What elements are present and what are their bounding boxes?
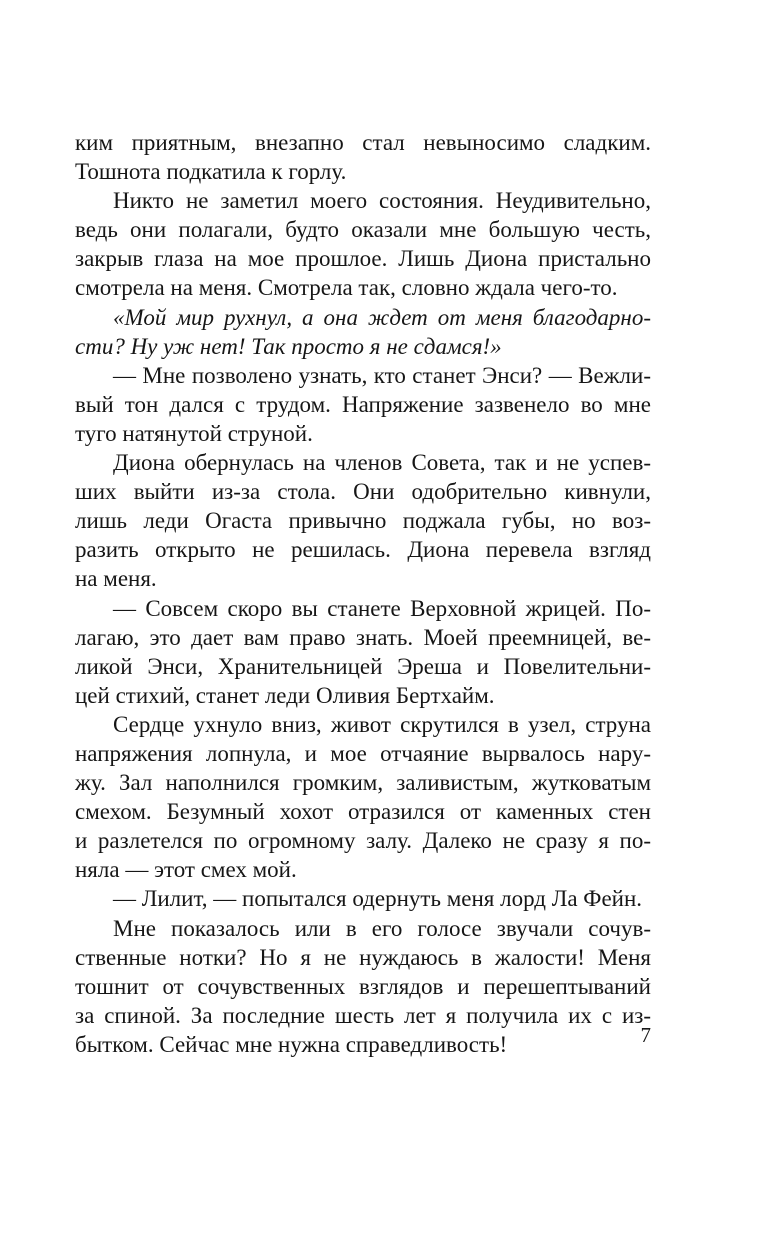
paragraph: [75, 361, 651, 448]
paragraph: [75, 884, 651, 913]
text-line: ведь они полагали, будто оказали мне большую честь,: [75, 217, 651, 243]
text-line: «Мой мир рухнул, а она ждет от меня благодарно-: [113, 304, 651, 330]
text-line: цей стихий, станет леди Оливия Бертхайм.: [75, 682, 495, 708]
paragraph: [75, 594, 651, 710]
text-line: смотрела на меня. Смотрела так, словно ждала чего-то.: [75, 275, 618, 301]
paragraph: [75, 128, 651, 186]
text-line: лишь леди Огаста привычно поджала губы, но воз-: [75, 508, 651, 534]
text-line: разить открыто не решилась. Диона перевела взгляд: [75, 537, 651, 563]
italic-paragraph: [75, 303, 651, 361]
page-number: 7: [640, 1023, 651, 1047]
text-line: Сердце ухнуло вниз, живот скрутился в узел, струна: [113, 711, 651, 737]
text-line: вый тон дался с трудом. Напряжение зазвенело во мне: [75, 391, 651, 417]
text-line: ших выйти из-за стола. Они одобрительно кивнули,: [75, 479, 651, 505]
paragraph: [75, 710, 651, 885]
text-line: Тошнота подкатила к горлу.: [75, 159, 347, 185]
text-line: смехом. Безумный хохот отразился от каменных стен: [75, 799, 651, 825]
text-line: няла — этот смех мой.: [75, 857, 297, 883]
paragraph: [75, 914, 651, 1059]
text-line: жу. Зал наполнился громким, заливистым, жутковатым: [75, 770, 651, 796]
text-line: за спиной. За последние шесть лет я получила их с из-: [75, 1002, 651, 1028]
text-line: на меня.: [75, 566, 157, 592]
text-line: ственные нотки? Но я не нуждаюсь в жалости! Меня: [75, 944, 651, 970]
text-line: — Совсем скоро вы станете Верховной жрицей. По-: [113, 595, 651, 621]
text-line: — Лилит, — попытался одернуть меня лорд Ла Фейн.: [113, 886, 643, 912]
text-line: Никто не заметил моего состояния. Неудивительно,: [113, 188, 651, 214]
text-line: — Мне позволено узнать, кто станет Энси? — Вежли-: [113, 362, 651, 388]
text-line: сти? Ну уж нет! Так просто я не сдамся!»: [75, 333, 502, 359]
paragraph: [75, 448, 651, 593]
text-line: и разлетелся по огромному залу. Далеко не сразу я по-: [75, 828, 651, 854]
text-line: туго натянутой струной.: [75, 420, 313, 446]
text-line: закрыв глаза на мое прошлое. Лишь Диона пристально: [75, 246, 651, 272]
text-line: бытком. Сейчас мне нужна справедливость!: [75, 1031, 508, 1057]
text-line: Диона обернулась на членов Совета, так и не успев-: [113, 450, 651, 476]
text-line: ким приятным, внезапно стал невыносимо сладким.: [75, 130, 651, 155]
body-text: [75, 128, 651, 1059]
paragraph: [75, 186, 651, 302]
text-line: Мне показалось или в его голосе звучали сочув-: [113, 915, 651, 941]
text-line: напряжения лопнула, и мое отчаяние вырвалось нару-: [75, 740, 651, 766]
text-line: лагаю, это дает вам право знать. Моей преемницей, ве-: [75, 624, 651, 650]
text-line: тошнит от сочувственных взглядов и перешептываний: [75, 973, 651, 999]
text-line: ликой Энси, Хранительницей Эреша и Повелительни-: [75, 653, 651, 679]
